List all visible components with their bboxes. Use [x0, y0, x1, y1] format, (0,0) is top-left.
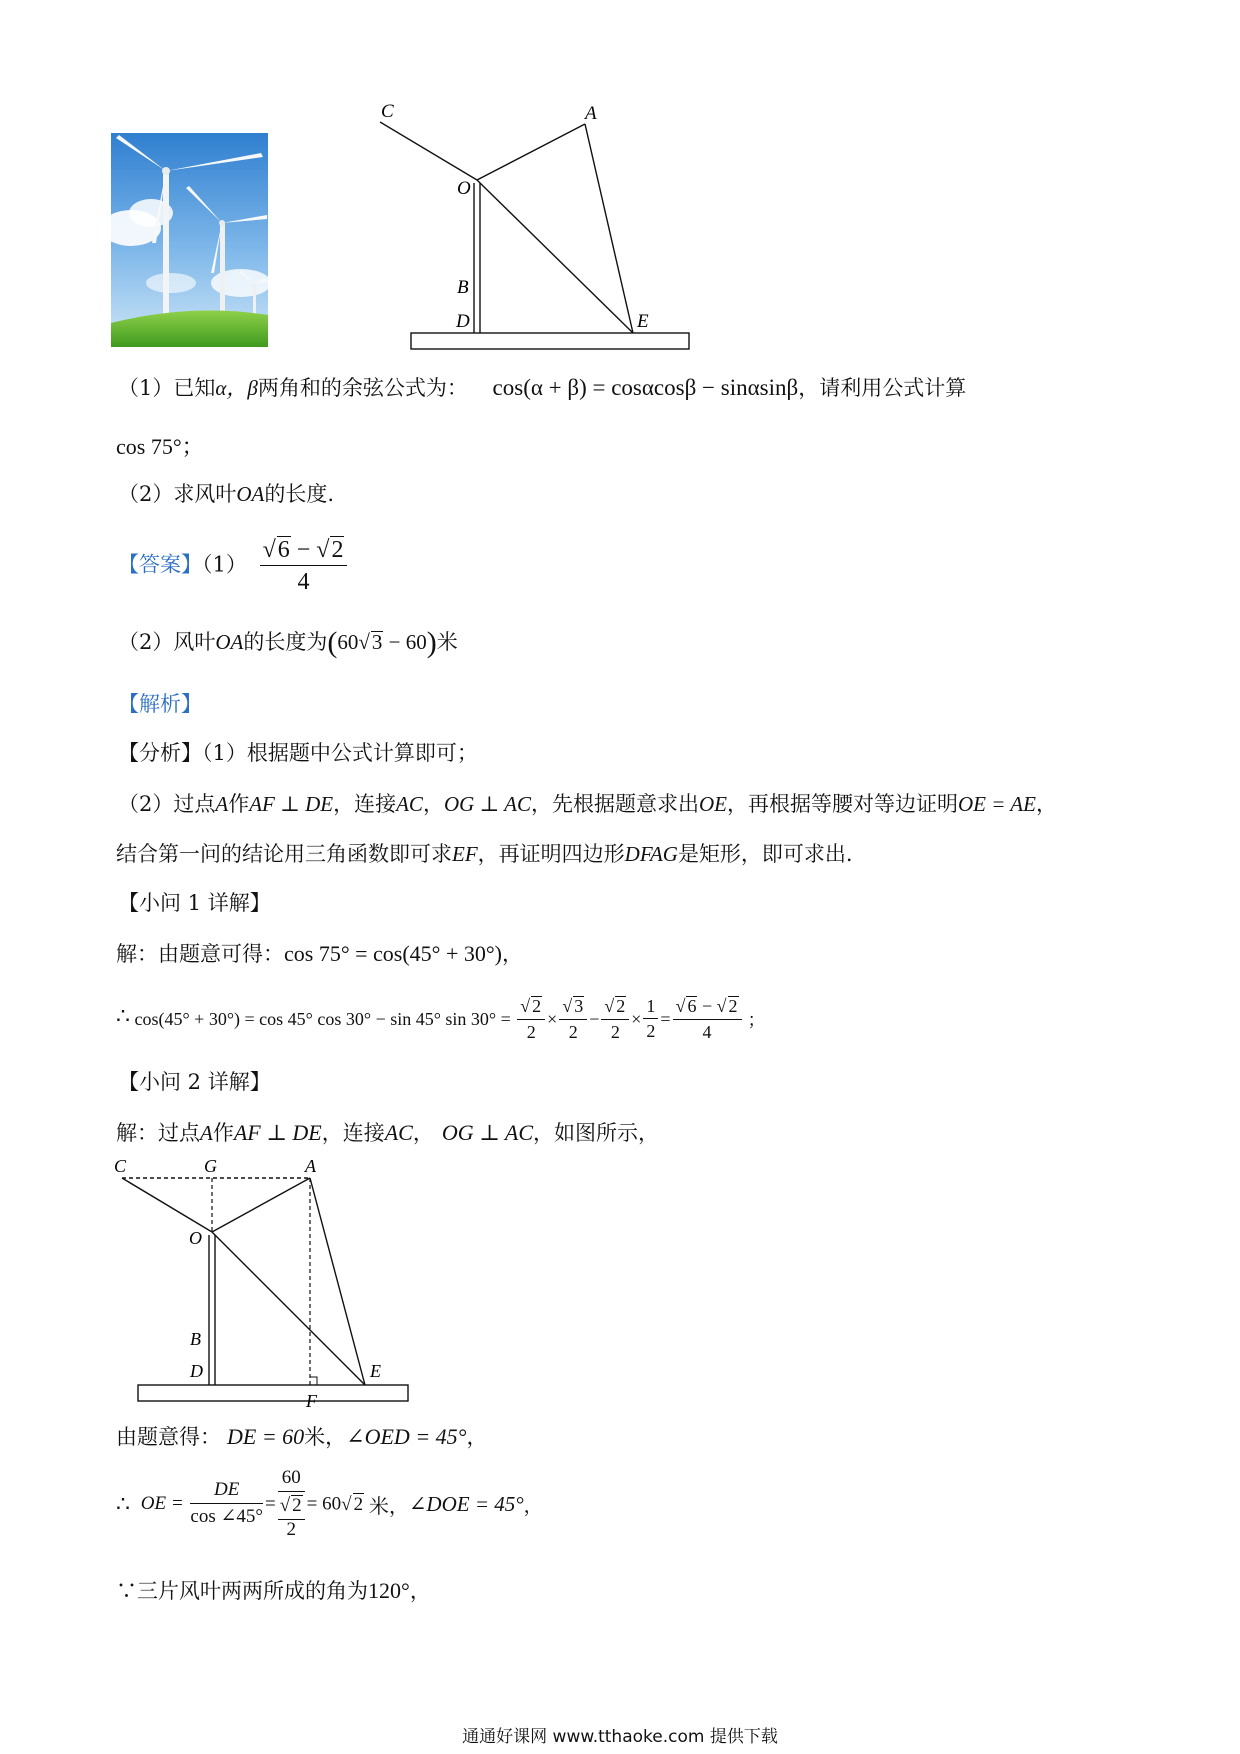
answer-part-1: [118, 536, 349, 596]
sub2-l4-end: ，: [409, 1579, 431, 1603]
sub2-l1i: ，如图所示，: [533, 1121, 660, 1145]
answer-val-sqrt: 3: [371, 630, 383, 654]
sub1-sol-prefix: 解：由题意可得：: [116, 942, 284, 966]
fig2-label-f: F: [306, 1391, 317, 1408]
sub2-l2b: DE = 60: [227, 1424, 305, 1449]
sub1-f1-den: 2: [526, 1021, 536, 1042]
fenxi-t2c: 作: [228, 792, 250, 816]
fenxi-t2i: ，先根据题意求出: [531, 792, 699, 816]
sub1-end: ；: [747, 1010, 766, 1031]
sub2-l3-end: ，: [523, 1495, 543, 1517]
fig2-label-g: G: [204, 1156, 217, 1176]
label-o: O: [457, 178, 471, 199]
answer-part2-oa: OA: [215, 630, 244, 654]
fenxi-line-3: [116, 844, 853, 865]
answer-part1-label: （1）: [202, 552, 247, 577]
q1-alpha-beta: α，β: [215, 376, 258, 400]
answer-fraction: $\frac{√6 - √2}{4}$: [260, 536, 348, 596]
sub1-calc-line: ∴ cos(45° + 30°) = cos 45° cos 30° − sin 45° sin 30° = $\frac{√ 2}{2}$ × $\frac{√ 3}{2}$ − $\frac{√ 2}{2}$ × $\frac{1}{2}$ = $\frac{√ 6 - √ 2}{4}$ ；: [116, 995, 766, 1042]
fenxi-t2f: AC: [396, 792, 423, 816]
sub2-l3-sqrt: 2: [353, 1493, 364, 1515]
sub2-line-4: [116, 1580, 431, 1602]
sub1-f4-den: 2: [646, 1021, 656, 1042]
analysis-tag: 【解析】: [118, 692, 202, 716]
fig2-label-o: O: [189, 1228, 202, 1248]
sub2-l1g: ，: [412, 1121, 434, 1145]
sub2-l4-because: ∵: [116, 1579, 137, 1603]
fenxi-t2j: OE: [699, 792, 727, 816]
sub2-l3-lhs: OE =: [140, 1493, 184, 1515]
fig2-label-d: D: [190, 1361, 203, 1381]
fenxi-t2d: AF ⊥ DE: [249, 792, 334, 816]
sub2-l1e: ，连接: [321, 1121, 385, 1145]
sub2-l1c: 作: [212, 1121, 234, 1145]
fig2-label-e: E: [370, 1361, 381, 1381]
question-1-line2: cos 75°；: [116, 434, 204, 459]
sub2-l3-eq2: = 60: [306, 1493, 342, 1515]
sub1-eq: =: [660, 1008, 671, 1029]
fenxi-t3a: 结合第一问的结论用三角函数即可求: [116, 842, 452, 866]
sub2-l3-unit: 米，: [368, 1493, 409, 1518]
answer-den: 4: [297, 569, 310, 596]
label-b: B: [457, 277, 469, 298]
fenxi-t3e: 是矩形，即可求出.: [677, 842, 853, 866]
sub1-times2: ×: [631, 1008, 642, 1029]
sub2-l3-f2-num: 60: [278, 1468, 305, 1492]
sub2-l3-angle: ∠DOE = 45°: [408, 1491, 524, 1516]
sub2-l2e: ，: [466, 1425, 488, 1449]
sub1-times1: ×: [547, 1008, 558, 1029]
sub2-l3-f2-den-sqrt: 2: [292, 1494, 302, 1516]
sub1-f4-num: 1: [643, 997, 658, 1020]
fenxi-tag: 【分析】: [118, 741, 202, 765]
fenxi-t2b: A: [215, 792, 229, 816]
q1-mid: 两角和的余弦公式为：: [257, 376, 468, 400]
fenxi-t2g: ，: [422, 792, 444, 816]
sub1-tag: 【小问 1 详解】: [118, 891, 271, 915]
sub2-l1b: A: [200, 1121, 213, 1145]
sub1-f3-num: 2: [616, 996, 626, 1016]
sub2-l2a: 由题意得：: [116, 1425, 221, 1449]
q1-prefix: （1）已知: [118, 376, 216, 400]
question-2: [118, 484, 334, 505]
label-e: E: [637, 311, 649, 332]
answer-num-minus: −: [296, 537, 311, 563]
answer-num-b: 2: [331, 537, 344, 563]
sub1-minus: −: [589, 1008, 600, 1029]
q2-prefix: （2）求风叶: [118, 482, 237, 506]
fig2-label-c: C: [114, 1156, 127, 1176]
sub1-res-b: 2: [728, 996, 738, 1016]
sub2-l2d: ∠OED = 45°: [346, 1424, 467, 1449]
fenxi-text1: （1）根据题中公式计算即可；: [202, 741, 478, 765]
sub2-l2c: 米，: [304, 1425, 347, 1449]
wind-turbine-photo: [111, 133, 268, 347]
sub2-l4-val: 120°: [368, 1578, 410, 1603]
label-d: D: [456, 311, 470, 332]
sub2-l3-therefore: ∴: [116, 1491, 130, 1517]
fenxi-t3b: EF: [452, 842, 478, 866]
fenxi-t2a: （2）过点: [118, 792, 216, 816]
answer-unit: 米: [436, 630, 458, 654]
answer-part2-mid: 的长度为: [243, 630, 328, 654]
geometry-figure-2: [108, 1153, 428, 1408]
sub1-res-minus: −: [701, 996, 713, 1016]
page-footer: 通通好课网 www.tthaoke.com 提供下载: [462, 1727, 778, 1747]
q2-suffix: 的长度.: [264, 482, 335, 506]
sub2-line-3: ∴ OE = $\frac{DE}{\cos \angle 45^\circ}$ = 60 √ 2 2 = 60√ 2 米，∠DOE = 45°，: [116, 1467, 543, 1540]
sub2-l3-f2-den-den: 2: [286, 1518, 296, 1540]
sub1-res-a: 6: [687, 996, 697, 1016]
answer-part-2: （2）风叶OA的长度为(60√3 − 60)米: [118, 626, 458, 659]
fig2-label-a: A: [305, 1156, 316, 1176]
fenxi-t2e: ，连接: [333, 792, 397, 816]
label-c: C: [381, 101, 394, 122]
fenxi-t3d: DFAG: [624, 842, 678, 866]
sub2-line-2: [116, 1426, 487, 1448]
answer-val-a: 60: [337, 630, 359, 654]
sub1-f3-den: 2: [610, 1021, 620, 1042]
answer-val-b: − 60: [383, 630, 427, 654]
sub1-solution-line: [116, 943, 523, 965]
sub1-f1-num: 2: [532, 996, 542, 1016]
question-1: [118, 376, 966, 399]
sub2-line-1: [116, 1122, 659, 1144]
fenxi-line-2: [118, 794, 1057, 815]
sub1-calc-lhs: cos(45° + 30°) = cos 45° cos 30° − sin 45° sin 30° =: [134, 1008, 511, 1029]
label-a: A: [585, 103, 597, 124]
fenxi-t2l: OE = AE: [958, 792, 1036, 816]
sub2-l4-text: 三片风叶两两所成的角为: [137, 1579, 368, 1603]
geometry-figure-1: [370, 95, 690, 355]
fenxi-t3c: ，再证明四边形: [477, 842, 625, 866]
sub2-tag: 【小问 2 详解】: [118, 1070, 271, 1094]
sub2-l1d: AF ⊥ DE: [233, 1120, 322, 1145]
answer-part2-prefix: （2）风叶: [118, 630, 216, 654]
sub2-l3-eq: =: [265, 1493, 276, 1515]
sub1-res-den: 4: [702, 1021, 712, 1042]
sub2-l3-f1-den: cos ∠45°: [190, 1506, 264, 1528]
q2-oa: OA: [236, 482, 265, 506]
fenxi-t2m: ，: [1035, 792, 1057, 816]
sub1-sol-formula: cos 75° = cos(45° + 30°): [284, 941, 503, 966]
sub1-sol-end: ，: [502, 942, 524, 966]
sub2-l3-f1-num: DE: [190, 1480, 263, 1504]
sub1-f2-num: 3: [574, 996, 584, 1016]
q1-formula: cos(α + β) = cosαcosβ − sinαsinβ: [492, 375, 799, 400]
sub1-f2-den: 2: [568, 1021, 578, 1042]
sub2-l1h: OG ⊥ AC: [441, 1120, 534, 1145]
fenxi-line-1: [118, 743, 478, 764]
sub1-therefore: ∴: [116, 1003, 130, 1029]
sub2-l1a: 解：过点: [116, 1121, 200, 1145]
answer-num-a: 6: [277, 537, 290, 563]
fig2-label-b: B: [190, 1329, 201, 1349]
fenxi-t2k: ，再根据等腰对等边证明: [727, 792, 958, 816]
fenxi-t2h: OG ⊥ AC: [443, 792, 531, 816]
sub2-l1f: AC: [384, 1120, 413, 1145]
q1-suffix: ，请利用公式计算: [798, 376, 967, 400]
answer-tag: 【答案】: [118, 552, 202, 577]
